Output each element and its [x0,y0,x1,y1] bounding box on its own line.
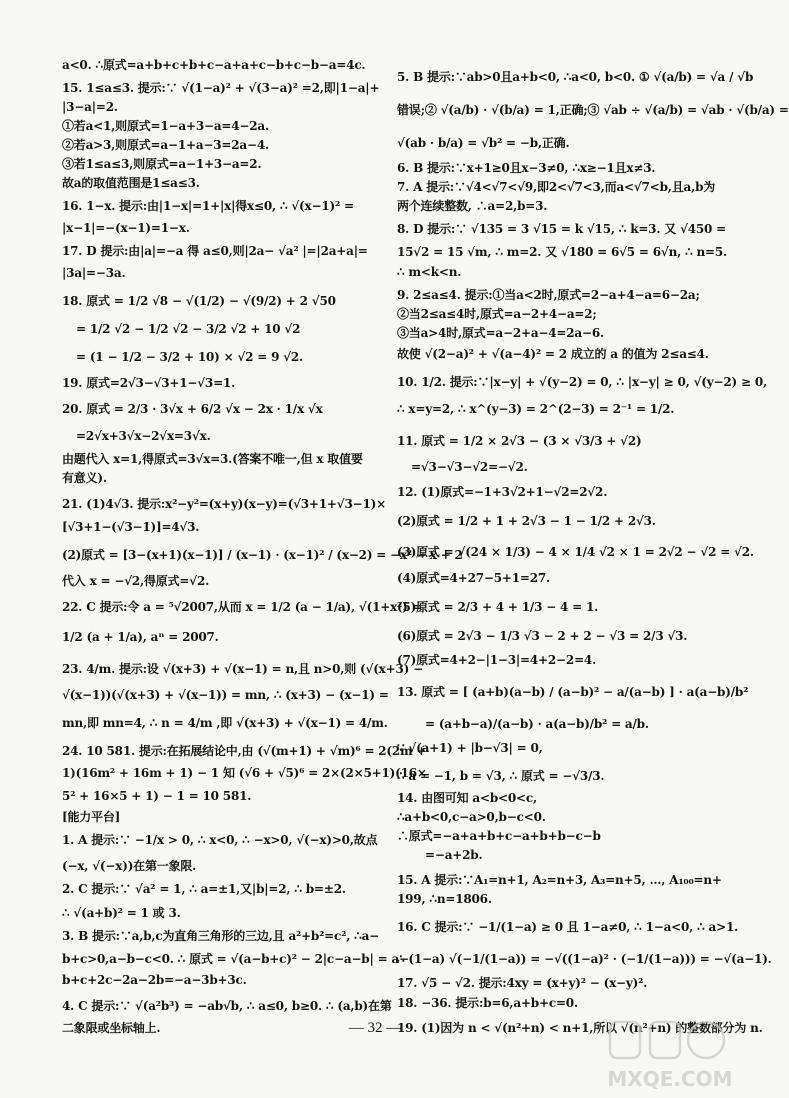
text-line: 17. √5 − √2. 提示:4xy = (x+y)² − (x−y)². [397,976,648,990]
text-line: √(x−1))(√(x+3) + √(x−1)) = mn, ∴ (x+3) − (x−1) = [62,688,389,702]
text-line: = 1/2 √2 − 1/2 √2 − 3/2 √2 + 10 √2 [76,322,301,336]
text-line: (5)原式 = 2/3 + 4 + 1/3 − 4 = 1. [397,600,599,614]
text-line: = (a+b−a)/(a−b) · a(a−b)/b² = a/b. [425,717,649,731]
text-line: 二象限或坐标轴上. [62,1021,161,1035]
text-line: 9. 2≤a≤4. 提示:①当a<2时,原式=2−a+4−a=6−2a; [397,288,700,302]
text-line: 18. −36. 提示:b=6,a+b+c=0. [397,996,578,1010]
text-line: 21. (1)4√3. 提示:x²−y²=(x+y)(x−y)=(√3+1+√3−1)× [62,497,386,511]
text-line: ∴ a = −1, b = √3, ∴ 原式 = −√3/3. [397,769,605,783]
text-line: ②当2≤a≤4时,原式=a−2+4−a=2; [397,307,597,321]
text-line: 19. 原式=2√3−√3+1−√3=1. [62,376,236,390]
text-line: 17. D 提示:由|a|=−a 得 a≤0,则|2a− √a² |=|2a+a|= [62,244,368,258]
text-line: a<0. ∴原式=a+b+c+b+c−a+a+c−b+c−b−a=4c. [62,58,366,72]
text-line: 16. 1−x. 提示:由|1−x|=1+|x|得x≤0, ∴ √(x−1)² = [62,199,354,213]
text-line: (2)原式 = 1/2 + 1 + 2√3 − 1 − 1/2 + 2√3. [397,514,656,528]
text-line: 6. B 提示:∵x+1≥0且x−3≠0, ∴x≥−1且x≠3. [397,161,656,175]
text-line: 7. A 提示:∵√4<√7<√9,即2<√7<3,而a<√7<b,且a,b为 [397,180,716,194]
text-line: 15√2 = 15 √m, ∴ m=2. 又 √180 = 6√5 = 6√n, ∴ n=5. [397,245,727,259]
text-line: 两个连续整数, ∴a=2,b=3. [397,199,548,213]
text-line: 4. C 提示:∵ √(a²b³) = −ab√b, ∴ a≤0, b≥0. ∴ (a,b)在第 [62,999,392,1013]
text-line: 故使 √(2−a)² + √(a−4)² = 2 成立的 a 的值为 2≤a≤4. [397,347,709,361]
text-line: 由题代入 x=1,得原式=3√x=3.(答案不唯一,但 x 取值要 [62,452,363,466]
text-line: |3−a|=2. [62,100,118,114]
text-line: ∴ √(a+b)² = 1 或 3. [62,906,181,920]
text-line: b+c+2c−2a−2b=−a−3b+3c. [62,973,247,987]
text-line: (4)原式=4+27−5+1=27. [397,571,551,585]
right-column [397,58,789,1035]
text-line: =2√x+3√x−2√x=3√x. [76,429,211,443]
text-line: 3. B 提示:∵a,b,c为直角三角形的三边,且 a²+b²=c², ∴a− [62,929,380,943]
text-line: [√3+1−(√3−1)]=4√3. [62,520,200,534]
text-line: 1/2 (a + 1/a), aⁿ = 2007. [62,630,219,644]
text-line: 11. 原式 = 1/2 × 2√3 − (3 × √3/3 + √2) [397,434,642,448]
text-line: ∴a+b<0,c−a>0,b−c<0. [397,810,546,824]
text-line: ③当a>4时,原式=a−2+a−4=2a−6. [397,326,604,340]
text-line: √(ab · b/a) = √b² = −b,正确. [397,136,570,150]
text-line: 16. C 提示:∵ −1/(1−a) ≥ 0 且 1−a≠0, ∴ 1−a<0, ∴ a>1. [397,920,739,934]
text-line: 1. A 提示:∵ −1/x > 0, ∴ x<0, ∴ −x>0, √(−x)>0,故点 [62,833,378,847]
text-line: 199, ∴n=1806. [397,892,492,906]
text-line: 错误;② √(a/b) · √(b/a) = 1,正确;③ √ab ÷ √(a/b) = √ab · √(b/a) = [397,103,789,117]
text-line: 1)(16m² + 16m + 1) − 1 知 (√6 + √5)⁶ = 2×(2×5+1)(16× [62,766,427,780]
text-line: |3a|=−3a. [62,266,126,280]
text-line: (−x, √(−x))在第一象限. [62,859,197,873]
text-line: 13. 原式 = [ (a+b)(a−b) / (a−b)² − a/(a−b) ] · a(a−b)/b² [397,685,749,699]
text-line: ∴ m<k<n. [397,265,462,279]
text-line: ②若a>3,则原式=a−1+a−3=2a−4. [62,138,269,152]
text-line: 24. 10 581. 提示:在拓展结论中,由 (√(m+1) + √m)⁶ = 2(2m + [62,744,427,758]
text-line: 20. 原式 = 2/3 · 3√x + 6/2 √x − 2x · 1/x √x [62,402,323,416]
text-line: ∴原式=−a+a+b+c−a+b+b−c−b [397,829,601,843]
text-line: 15. A 提示:∵A₁=n+1, A₂=n+3, A₃=n+5, …, A₁₀₀=n+ [397,873,722,887]
page-number: — 32 — [348,1020,402,1036]
text-line: (6)原式 = 2√3 − 1/3 √3 − 2 + 2 − √3 = 2/3 √3. [397,629,688,643]
text-line: [能力平台] [62,810,121,824]
text-line: 代入 x = −√2,得原式=√2. [62,574,210,588]
text-line: 有意义). [62,471,107,485]
text-line: 22. C 提示:令 a = ⁵√2007,从而 x = 1/2 (a − 1/a), √(1+x²) = [62,600,422,614]
text-line: 5² + 16×5 + 1) − 1 = 10 581. [62,789,252,803]
text-line: 8. D 提示:∵ √135 = 3 √15 = k √15, ∴ k=3. 又 √450 = [397,222,727,236]
text-line: ∵ √(a+1) + |b−√3| = 0, [397,741,543,755]
svg-text:MXQE.COM: MXQE.COM [607,1067,733,1091]
text-line: (7)原式=4+2−|1−3|=4+2−2=4. [397,653,597,667]
text-line: |x−1|=−(x−1)=1−x. [62,221,190,235]
text-line: 10. 1/2. 提示:∵|x−y| + √(y−2) = 0, ∴ |x−y| ≥ 0, √(y−2) ≥ 0, [397,375,767,389]
text-line: ①若a<1,则原式=1−a+3−a=4−2a. [62,119,269,133]
text-line: 15. 1≤a≤3. 提示:∵ √(1−a)² + √(3−a)² =2,即|1−a|+ [62,81,380,95]
text-line: 12. (1)原式=−1+3√2+1−√2=2√2. [397,485,608,499]
text-line: 5. B 提示:∵ab>0且a+b<0, ∴a<0, b<0. ① √(a/b) = √a / √b [397,70,754,84]
text-line: ∴ x=y=2, ∴ x^(y−3) = 2^(2−3) = 2⁻¹ = 1/2. [397,402,675,416]
text-line: 18. 原式 = 1/2 √8 − √(1/2) − √(9/2) + 2 √50 [62,294,336,308]
text-line: mn,即 mn=4, ∴ n = 4/m ,即 √(x+3) + √(x−1) = 4/m. [62,716,388,730]
text-line: (2)原式 = [3−(x+1)(x−1)] / (x−1) · (x−1)² / (x−2) = −x² − x + 2 [62,548,463,562]
text-line: = (1 − 1/2 − 3/2 + 10) × √2 = 9 √2. [76,350,304,364]
text-line: 故a的取值范围是1≤a≤3. [62,176,200,190]
text-line: b+c>0,a−b−c<0. ∴ 原式 = √(a−b+c)² − 2|c−a−b| = a− [62,952,409,966]
text-line: 14. 由图可知 a<b<0<c, [397,791,537,805]
text-line: 2. C 提示:∵ √a² = 1, ∴ a=±1,又|b|=2, ∴ b=±2. [62,882,346,896]
text-line: ③若1≤a≤3,则原式=a−1+3−a=2. [62,157,262,171]
text-line: 19. (1)因为 n < √(n²+n) < n+1,所以 √(n²+n) 的整数部分为 n. [397,1021,763,1035]
text-line: (3)原式 = √(24 × 1/3) − 4 × 1/4 √2 × 1 = 2√2 − √2 = √2. [397,545,754,559]
text-line: =√3−√3−√2=−√2. [411,460,528,474]
text-line: ∴ (1−a) √(−1/(1−a)) = −√((1−a)² · (−1/(1−a))) = −√(a−1). [397,952,772,966]
text-line: =−a+2b. [425,848,483,862]
text-line: 23. 4/m. 提示:设 √(x+3) + √(x−1) = n,且 n>0,则 (√(x+3) − [62,662,423,676]
